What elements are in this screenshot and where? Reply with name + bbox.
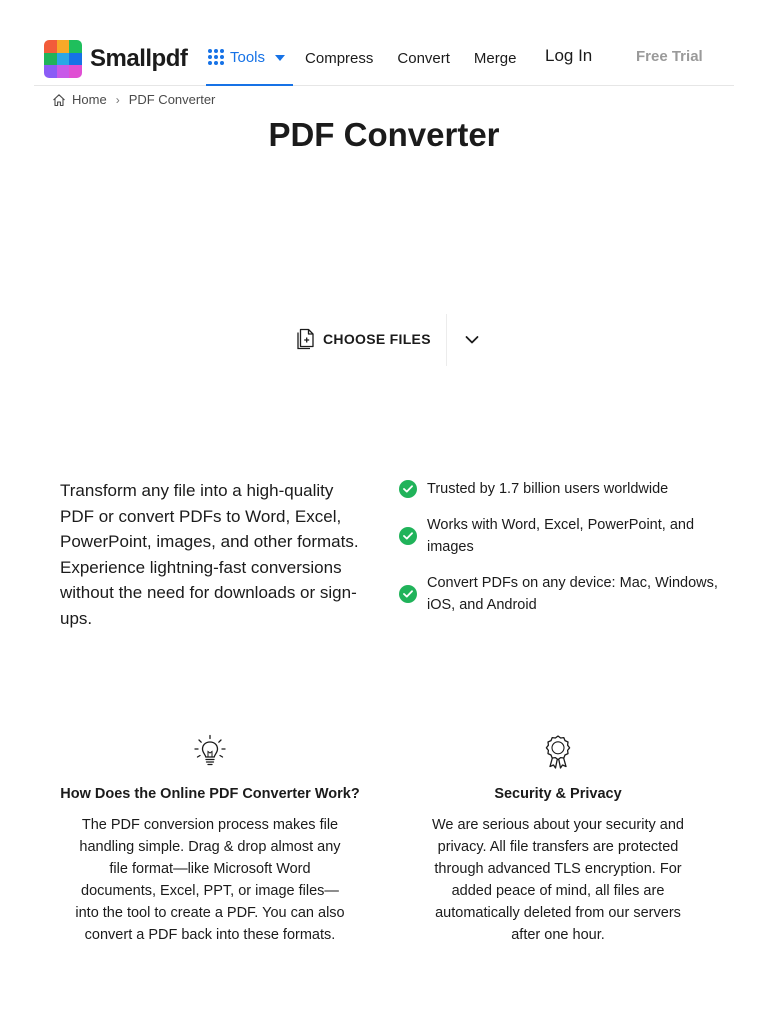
brand-logo[interactable] <box>44 40 187 78</box>
benefit-item <box>399 478 719 500</box>
breadcrumb-home[interactable]: Home <box>72 92 107 107</box>
benefit-item <box>399 572 719 616</box>
benefit-item <box>399 514 719 558</box>
logo-mark-icon <box>44 40 82 78</box>
feature-body: The PDF conversion process makes file handling simple. Drag & drop almost any file format—like Microsoft Word documents, Excel, PPT, or image files—into the tool to create a PDF. You can also convert a PDF back into these formats. <box>75 817 345 943</box>
page-title: PDF Converter <box>268 116 500 153</box>
breadcrumb <box>52 92 215 107</box>
brand-name: Smallpdf <box>90 45 188 72</box>
upload-divider <box>446 314 447 366</box>
benefit-text: Works with Word, Excel, PowerPoint, and images <box>427 517 695 555</box>
free-trial-button[interactable]: Free Trial <box>636 48 703 65</box>
main-nav <box>206 30 528 86</box>
breadcrumb-separator: › <box>115 92 120 107</box>
nav-compress[interactable]: Compress <box>305 49 374 67</box>
check-circle-icon <box>399 585 417 603</box>
chevron-down-icon[interactable] <box>464 332 480 348</box>
apps-grid-icon <box>208 49 224 65</box>
lightbulb-icon <box>193 734 227 770</box>
add-file-icon <box>296 328 315 350</box>
feature-how-it-works <box>60 734 360 946</box>
login-link[interactable]: Log In <box>545 46 593 65</box>
feature-security-privacy <box>408 734 708 946</box>
check-circle-icon <box>399 480 417 498</box>
site-header <box>34 30 734 86</box>
award-badge-icon <box>543 734 573 770</box>
choose-files-button[interactable] <box>296 328 431 350</box>
choose-files-label: CHOOSE FILES <box>323 331 431 347</box>
nav-tools-menu[interactable] <box>206 30 293 86</box>
breadcrumb-current: PDF Converter <box>128 92 216 107</box>
nav-merge[interactable]: Merge <box>473 49 517 67</box>
benefits-list <box>399 478 719 616</box>
nav-tools-label: Tools <box>230 48 266 66</box>
home-icon <box>52 93 66 107</box>
feature-body: We are serious about your security and privacy. All file transfers are protected through advanced TLS encryption. For added peace of mind, all files are automatically deleted from our servers after one hour. <box>431 817 684 943</box>
feature-title: Security & Privacy <box>494 786 622 802</box>
benefit-text: Convert PDFs on any device: Mac, Windows, iOS, and Android <box>427 575 718 613</box>
nav-convert[interactable]: Convert <box>397 49 450 67</box>
check-circle-icon <box>399 527 417 545</box>
feature-title: How Does the Online PDF Converter Work? <box>60 786 360 802</box>
caret-down-icon <box>275 55 285 61</box>
intro-text: Transform any file into a high-quality PDF or convert PDFs to Word, Excel, PowerPoint, images, and other formats. Experience lightning-fast conversions without the need for downloads or sign-ups. <box>60 481 359 628</box>
benefit-text: Trusted by 1.7 billion users worldwide <box>427 481 669 497</box>
